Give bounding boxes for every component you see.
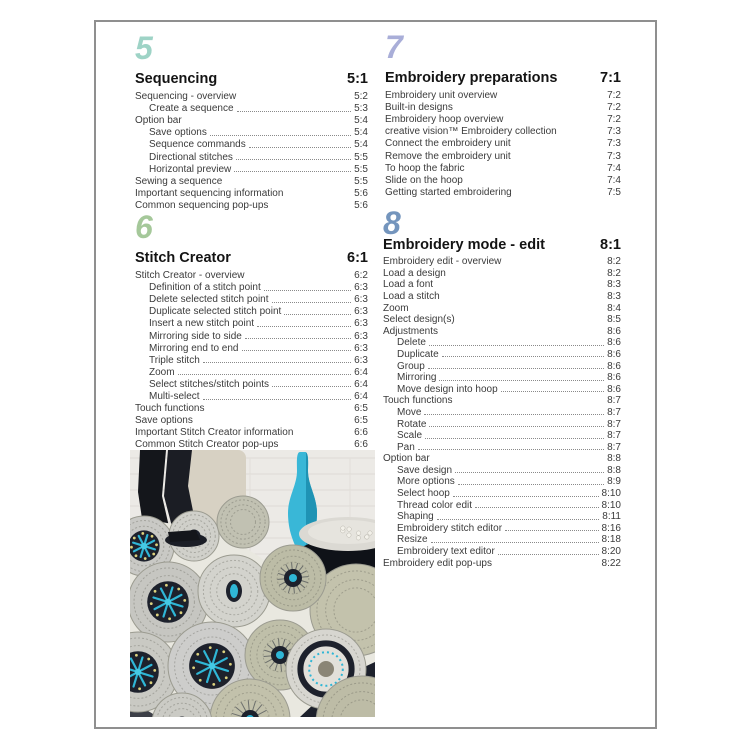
toc-entry-page-number: 6:5 [354,403,368,415]
toc-entry [385,125,621,137]
dot-leader [453,496,599,497]
toc-entry-label: Resize [397,534,428,546]
dot-leader [429,345,604,346]
chapter-title: Stitch Creator [135,250,231,266]
toc-entry-page-number: 8:2 [607,256,621,268]
toc-entry-page-number: 8:7 [607,406,621,418]
toc-entry [135,150,368,162]
toc-entry-label: Load a font [383,279,434,291]
dot-leader [424,414,604,415]
manual-page [94,20,657,729]
toc-entry-page-number: 6:4 [354,378,368,390]
toc-entry [383,372,621,384]
toc-entry-label: Definition of a stitch point [149,282,261,294]
chapter-title-row [385,66,621,87]
toc-entry [383,430,621,442]
dot-leader [237,111,352,112]
toc-entry-page-number: 6:6 [354,427,368,439]
toc-entry [383,511,621,523]
dot-leader [203,362,351,363]
toc-entry [135,317,368,329]
toc-entry [135,305,368,317]
toc-entry-page-number: 6:3 [354,354,368,366]
toc-entry [383,476,621,488]
toc-entry [135,114,368,126]
toc-entry-label: Duplicate [397,348,439,360]
embroidery-photo [130,450,375,717]
dot-leader [498,554,599,555]
dot-leader [245,338,351,339]
toc-entry-label: Move design into hoop [397,383,498,395]
toc-entry-label: Triple stitch [149,354,200,366]
toc-entry-page-number: 7:2 [607,114,621,126]
toc-entry-page-number: 5:6 [354,187,368,199]
toc-entry-label: Load a stitch [383,290,440,302]
embroidery-photo-illustration [130,450,375,717]
dot-leader [437,519,600,520]
toc-entry [383,279,621,291]
dot-leader [236,159,351,160]
toc-entry [383,325,621,337]
toc-entry-label: Connect the embroidery unit [385,138,511,150]
toc-entry [135,402,368,414]
toc-entry-page-number: 7:3 [607,150,621,162]
toc-entry [383,418,621,430]
toc-entry [135,414,368,426]
toc-entry-page-number: 7:2 [607,90,621,102]
chapter-title-row [135,67,368,88]
dot-leader [178,374,352,375]
toc-entry-label: Built-in designs [385,102,453,114]
toc-entry-page-number: 6:3 [354,282,368,294]
toc-entry-label: Embroidery stitch editor [397,522,503,534]
chapter-number: 8 [383,205,402,241]
chapter-title-row [383,236,621,254]
toc-entry [385,149,621,161]
chapter-number: 7 [385,29,404,65]
toc-entry-page-number: 5:3 [354,103,368,115]
toc-entry-label: Sewing a sequence [135,175,223,187]
toc-entry-page-number: 8:7 [607,395,621,407]
toc-entry-label: Stitch Creator - overview [135,270,245,282]
toc-entry-page-number: 8:2 [607,267,621,279]
toc-entry-page-number: 8:7 [607,418,621,430]
toc-entry-page-number: 8:3 [607,290,621,302]
toc-entry [385,89,621,101]
toc-entry [383,360,621,372]
toc-section [385,30,621,198]
toc-entry-label: Mirroring end to end [149,342,239,354]
toc-entry-page-number: 8:10 [601,499,621,511]
dot-leader [439,380,604,381]
toc-entry [135,163,368,175]
toc-entry [383,522,621,534]
toc-entry [135,293,368,305]
toc-entry-page-number: 6:6 [354,439,368,451]
chapter-title-row [135,246,368,267]
toc-entry-label: Embroidery hoop overview [385,114,504,126]
toc-entry-label: Scale [397,430,423,442]
toc-entry [385,174,621,186]
dot-leader [210,135,351,136]
dot-leader [442,356,604,357]
toc-entry [383,545,621,557]
chapter-number: 5 [135,30,154,66]
toc-entry [383,314,621,326]
toc-entry-label: Remove the embroidery unit [385,150,511,162]
toc-entry-page-number: 7:2 [607,102,621,114]
toc-entry [383,267,621,279]
toc-entry-page-number: 8:6 [607,337,621,349]
chapter-number: 6 [135,209,154,245]
toc-entry-label: Important Stitch Creator information [135,427,294,439]
toc-entry-page-number: 8:6 [607,348,621,360]
toc-entry [135,281,368,293]
toc-entry-page-number: 6:4 [354,391,368,403]
toc-entry-label: Important sequencing information [135,187,284,199]
toc-entry-label: Rotate [397,418,427,430]
toc-entry [383,290,621,302]
toc-entry [383,337,621,349]
toc-entry [383,453,621,465]
toc-entry-page-number: 6:2 [354,270,368,282]
toc-entry [135,438,368,450]
chapter-page-number: 7:1 [600,70,621,86]
toc-entry-page-number: 8:6 [607,383,621,395]
toc-entry-page-number: 6:3 [354,342,368,354]
toc-entry [135,329,368,341]
toc-entry-page-number: 8:6 [607,360,621,372]
toc-entry-page-number: 8:8 [607,464,621,476]
toc-entry [383,302,621,314]
toc-entry-page-number: 8:6 [607,325,621,337]
toc-entry [135,187,368,199]
toc-entry-label: Embroidery edit - overview [383,256,502,268]
toc-entry-label: Select hoop [397,488,450,500]
toc-entry-label: creative vision™ Embroidery collection [385,126,557,138]
toc-entry [385,186,621,198]
dot-leader [249,147,351,148]
toc-entry-page-number: 5:4 [354,139,368,151]
toc-entry [135,175,368,187]
toc-entry-page-number: 5:5 [354,163,368,175]
toc-entry-label: Duplicate selected stitch point [149,306,282,318]
toc-entry-page-number: 5:5 [354,151,368,163]
toc-entry-label: Getting started embroidering [385,186,512,198]
toc-entry-label: More options [397,476,455,488]
toc-entry-page-number: 8:9 [607,476,621,488]
toc-entry-label: Embroidery text editor [397,546,495,558]
toc-entry [383,395,621,407]
toc-entry-label: Directional stitches [149,151,233,163]
toc-entry-label: Delete selected stitch point [149,294,269,306]
toc-entry-label: Save options [135,415,193,427]
toc-entry [383,441,621,453]
toc-entry-page-number: 8:22 [601,557,621,569]
toc-entry [383,406,621,418]
toc-entry-label: Pan [397,441,415,453]
toc-entry-label: Option bar [383,453,430,465]
dot-leader [418,449,604,450]
toc-entry-page-number: 8:16 [601,522,621,534]
dot-leader [272,302,352,303]
toc-entry-label: Zoom [149,366,175,378]
chapter-page-number: 6:1 [347,250,368,266]
dot-leader [431,542,599,543]
toc-entry [383,464,621,476]
toc-entry [385,137,621,149]
toc-entry [135,126,368,138]
toc-entry [135,269,368,281]
toc-entry-label: Multi-select [149,391,200,403]
toc-entry-page-number: 5:4 [354,127,368,139]
toc-entry-label: Load a design [383,267,446,279]
toc-entry [135,366,368,378]
dot-leader [428,368,604,369]
toc-entry-page-number: 6:3 [354,330,368,342]
dot-leader [458,484,604,485]
toc-entry-label: Select design(s) [383,314,455,326]
toc-entry-page-number: 6:3 [354,306,368,318]
toc-entry [383,499,621,511]
toc-entry-page-number: 8:10 [601,488,621,500]
chapter-title: Embroidery preparations [385,70,558,86]
toc-entry-page-number: 7:4 [607,174,621,186]
toc-entry-page-number: 8:8 [607,453,621,465]
toc-entry-label: Move [397,406,422,418]
toc-entry-label: Insert a new stitch point [149,318,255,330]
toc-entry [383,557,621,569]
toc-entry-page-number: 8:5 [607,314,621,326]
toc-entry-page-number: 8:6 [607,372,621,384]
toc-entry [135,378,368,390]
chapter-page-number: 5:1 [347,71,368,87]
toc-entry [383,256,621,268]
toc-entry [383,348,621,360]
dot-leader [272,386,351,387]
toc-entry-label: Thread color edit [397,499,473,511]
dot-leader [425,438,604,439]
toc-entry-label: Common sequencing pop-ups [135,199,269,211]
toc-entry [385,113,621,125]
toc-section [135,31,368,211]
toc-entry-page-number: 6:3 [354,318,368,330]
chapter-page-number: 8:1 [600,236,621,253]
toc-entry-page-number: 8:18 [601,534,621,546]
toc-entry-label: To hoop the fabric [385,162,465,174]
toc-entry-page-number: 8:20 [601,546,621,558]
toc-entry-label: Mirroring [397,372,437,384]
toc-entry-page-number: 8:7 [607,441,621,453]
dot-leader [505,530,598,531]
toc-entry-label: Touch functions [135,403,205,415]
dot-leader [475,507,598,508]
toc-entry-label: Save design [397,464,453,476]
toc-entry-label: Zoom [383,302,409,314]
toc-entry-label: Embroidery unit overview [385,90,498,102]
toc-entry [385,162,621,174]
toc-entry [385,101,621,113]
toc-entry-label: Adjustments [383,325,439,337]
toc-entry-label: Sequence commands [149,139,246,151]
toc-entry-page-number: 7:5 [607,186,621,198]
toc-entry [135,390,368,402]
toc-entry-page-number: 5:4 [354,115,368,127]
toc-entry [135,426,368,438]
toc-entry-label: Touch functions [383,395,453,407]
toc-entry-label: Group [397,360,425,372]
toc-section [383,206,621,569]
toc-entry-page-number: 6:3 [354,294,368,306]
toc-entry [135,342,368,354]
dot-leader [264,290,351,291]
toc-entry-page-number: 8:4 [607,302,621,314]
toc-entry-label: Delete [397,337,426,349]
dot-leader [257,326,351,327]
toc-entry-page-number: 7:3 [607,126,621,138]
toc-entry-page-number: 7:4 [607,162,621,174]
toc-entry-label: Mirroring side to side [149,330,242,342]
toc-entry-label: Option bar [135,115,182,127]
toc-entry-label: Slide on the hoop [385,174,463,186]
toc-entry-page-number: 7:3 [607,138,621,150]
toc-entry-page-number: 6:5 [354,415,368,427]
dot-leader [284,314,351,315]
toc-entry [135,102,368,114]
toc-entry [383,534,621,546]
dot-leader [455,472,604,473]
toc-entry-page-number: 5:2 [354,91,368,103]
toc-entry [135,138,368,150]
toc-entry-label: Select stitches/stitch points [149,378,270,390]
toc-entry-label: Sequencing - overview [135,91,237,103]
toc-entry-label: Horizontal preview [149,163,232,175]
toc-entry-page-number: 5:6 [354,199,368,211]
toc-entry-page-number: 5:5 [354,175,368,187]
dot-leader [234,171,351,172]
chapter-title: Embroidery mode - edit [383,236,545,253]
chapter-title: Sequencing [135,71,218,87]
toc-entry-label: Create a sequence [149,103,234,115]
toc-entry-label: Shaping [397,511,434,523]
toc-entry [383,383,621,395]
toc-entry-page-number: 8:11 [602,511,621,523]
dot-leader [429,426,604,427]
toc-entry-page-number: 8:3 [607,279,621,291]
dot-leader [242,350,352,351]
toc-entry-label: Common Stitch Creator pop-ups [135,439,279,451]
toc-entry-page-number: 6:4 [354,366,368,378]
dot-leader [501,391,604,392]
toc-section [135,210,368,450]
toc-entry-label: Embroidery edit pop-ups [383,557,492,569]
toc-entry [135,90,368,102]
toc-entry-label: Save options [149,127,207,139]
toc-entry-page-number: 8:7 [607,430,621,442]
toc-entry [135,354,368,366]
toc-entry [383,487,621,499]
dot-leader [203,399,352,400]
